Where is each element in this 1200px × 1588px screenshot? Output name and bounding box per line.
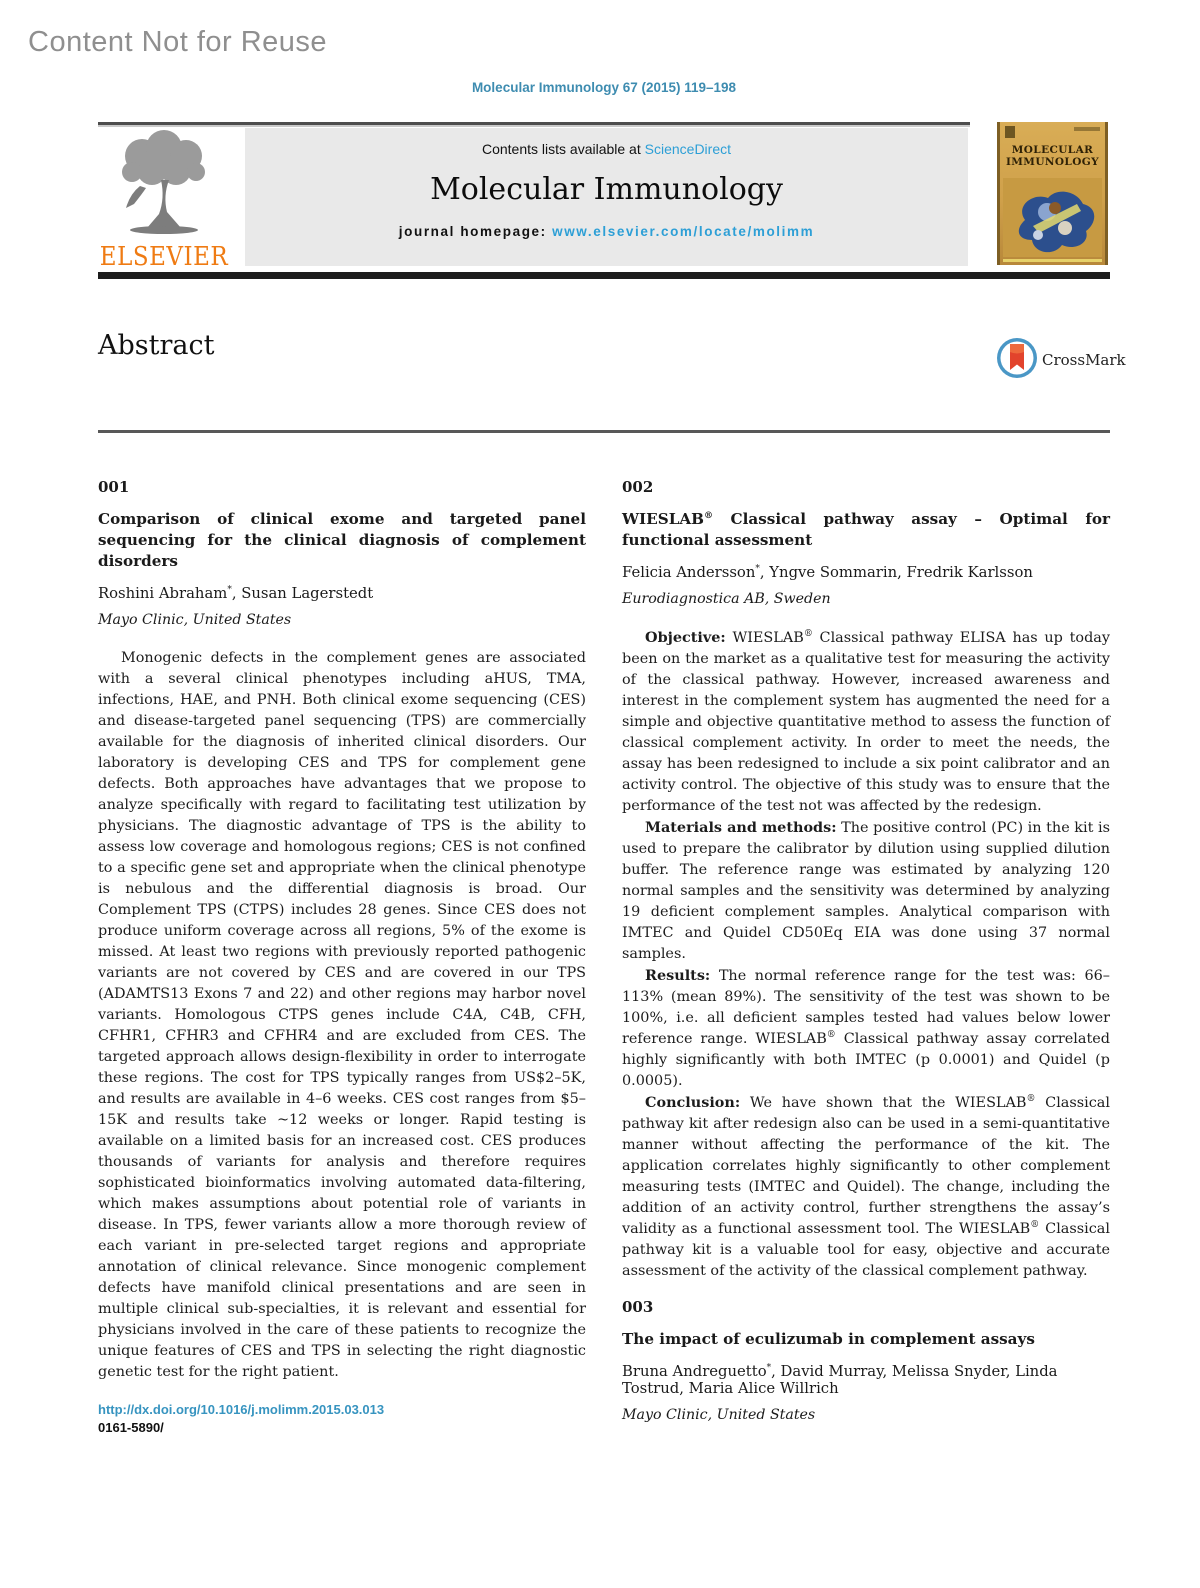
abstract-002 <box>622 478 1110 1282</box>
doi-link[interactable]: http://dx.doi.org/10.1016/j.molimm.2015.03.013 <box>98 1402 385 1417</box>
journal-header-band <box>98 122 1110 282</box>
abstract-affiliation: Mayo Clinic, United States <box>98 612 292 628</box>
journal-title: Molecular Immunology <box>430 172 783 207</box>
header-black-bar <box>98 272 1110 279</box>
cover-title: MOLECULAR IMMUNOLOGY <box>1005 144 1100 168</box>
watermark-text: Content Not for Reuse <box>28 26 328 58</box>
crossmark-label: CrossMark <box>1042 351 1126 369</box>
contents-line <box>245 141 968 157</box>
abstract-003 <box>622 1298 1110 1423</box>
abstract-title: Comparison of clinical exome and targeted panel sequencing for the clinical diagnosis of complement disorders <box>98 510 586 570</box>
contents-text: Contents lists available at <box>481 141 641 157</box>
abstract-001 <box>98 478 586 1383</box>
right-column <box>622 468 1110 1443</box>
cover-protein-art <box>1003 178 1102 257</box>
elsevier-tree-icon <box>112 223 216 242</box>
cover-bottom-strip <box>1003 259 1102 262</box>
abstract-columns <box>98 468 1110 1443</box>
abstract-number: 002 <box>622 478 654 496</box>
homepage-line <box>245 224 968 239</box>
header-top-rule <box>98 122 970 127</box>
abstract-authors: Bruna Andreguetto*, David Murray, Melissa Snyder, Linda Tostrud, Maria Alice Willrich <box>622 1363 1058 1397</box>
issn-text: 0161-5890/ <box>98 1420 164 1435</box>
section-title: Abstract <box>98 330 215 361</box>
abstract-authors: Felicia Andersson*, Yngve Sommarin, Fredrik Karlsson <box>622 564 1033 581</box>
homepage-url-link[interactable]: www.elsevier.com/locate/molimm <box>552 224 815 239</box>
cover-issue-mark <box>1074 127 1100 131</box>
cover-publisher-mark <box>1005 126 1015 138</box>
crossmark-badge[interactable] <box>996 337 1126 383</box>
journal-citation: Molecular Immunology 67 (2015) 119–198 <box>471 80 737 95</box>
elsevier-wordmark: ELSEVIER <box>99 242 229 272</box>
sciencedirect-link[interactable]: ScienceDirect <box>644 141 732 157</box>
abstract-number: 003 <box>622 1298 654 1316</box>
abstract-body: Objective: WIESLAB® Classical pathway ELISA has up today been on the market as a qualitative test for measuring the activity of the classical pathway. However, increased awareness and interest in the complement system has augmented the need for a simple and objective quantitative method to assess the function of classical complement activity. In order to meet the needs, the assay has been redesigned to include a six point calibrator and an activity control. The objective of this study was to ensure that the performance of the test not was affected by the redesign. Materials and methods: The positive control (PC) in the kit is used to prepare the calibrator by dilution using supplied dilution buffer. The reference range was estimated by analyzing 120 normal samples and the sensitivity was determined by analyzing 19 deficient complement samples. Analytical comparison with IMTEC and Quidel CD50Eq EIA was done using 37 normal samples. Results: The normal reference range for the test was: 66–113% (mean 89%). The sensitivity of the test was shown to be 100%, i.e. all deficient samples tested had values below lower reference range. WIESLAB® Classical pathway assay correlated highly significantly with both IMTEC (p 0.0001) and Quidel (p 0.0005). Conclusion: We have shown that the WIESLAB® Classical pathway kit after redesign also can be used in a semi-quantitative manner without affecting the performance of the kit. The application correlates highly significantly to other complement measuring tests (IMTEC and Quidel). The change, including the addition of an activity control, further strengthens the assay’s validity as a functional assessment tool. The WIESLAB® Classical pathway kit is a valuable tool for easy, objective and accurate assessment of the activity of the classical complement pathway. <box>622 629 1111 1279</box>
abstract-body: Monogenic defects in the complement genes are associated with a several clinical phenotypes including aHUS, TMA, infections, HAE, and PNH. Both clinical exome sequencing (CES) and disease-targeted panel sequencing (TPS) are commercially available for the diagnosis of inherited clinical disorders. Our laboratory is developing CES and TPS for complement gene defects. Both approaches have advantages that we propose to analyze specifically with regard to facilitating test utilization by physicians. The diagnostic advantage of TPS is the ability to assess low coverage and homologous regions; CES is not confined to a specific gene set and appropriate when the clinical phenotype is nebulous and the differential diagnosis is broad. Our Complement TPS (CTPS) includes 28 genes. Since CES does not produce uniform coverage across all regions, 5% of the exome is missed. At least two regions with previously reported pathogenic variants are not covered by CES and are covered in our TPS (ADAMTS13 Exons 7 and 22) and other regions may harbor novel variants. Homologous CTPS genes include C4A, C4B, CFH, CFHR1, CFHR3 and CFHR4 and are excluded from CES. The targeted approach allows design-flexibility in order to interrogate these regions. The cost for TPS typically ranges from US$2–5K, and results are available in 4–6 weeks. CES cost ranges from $5–15K and results take ~12 weeks or longer. Rapid testing is available on a limited basis for an increased cost. CES produces thousands of variants for analysis and therefore requires sophisticated bioinformatics involving automated data-filtering, which makes assumptions about potential role of variants in disease. In TPS, fewer variants allow a more thorough review of each variant in pre-selected target regions and appropriate annotation of clinical relevance. Since monogenic complement defects have manifold clinical presentations and are seen in multiple clinical sub-specialties, it is relevant and essential for physicians involved in the care of these patients to recognize the unique features of CES and TPS in selecting the right diagnostic genetic test for the right patient. <box>98 650 586 1380</box>
abstract-authors: Roshini Abraham*, Susan Lagerstedt <box>98 585 374 602</box>
homepage-label: journal homepage: <box>398 224 547 239</box>
abstract-affiliation: Eurodiagnostica AB, Sweden <box>622 591 831 607</box>
banner-box <box>245 128 968 266</box>
crossmark-icon <box>996 337 1038 383</box>
abstract-title: The impact of eculizumab in complement assays <box>622 1330 1035 1348</box>
left-column <box>98 468 586 1443</box>
journal-cover <box>997 122 1108 265</box>
abstract-number: 001 <box>98 478 130 496</box>
page-footer <box>98 1402 384 1435</box>
section-divider-rule <box>98 430 1110 433</box>
abstract-title: WIESLAB® Classical pathway assay – Optimal for functional assessment <box>622 510 1110 549</box>
abstract-affiliation: Mayo Clinic, United States <box>622 1407 816 1423</box>
elsevier-logo <box>98 130 230 270</box>
